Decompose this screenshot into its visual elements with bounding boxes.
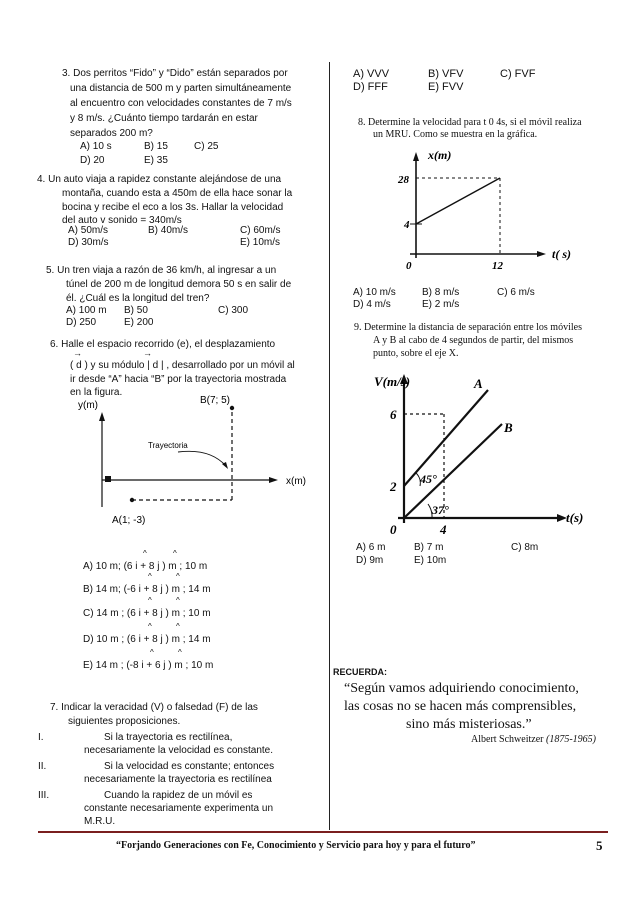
q9-option-c: C) 8m [511, 542, 539, 553]
hat-icon: ^ [178, 648, 182, 657]
recuerda-label: RECUERDA: [333, 667, 387, 677]
q4-line-1: 4. Un auto viaja a rapidez constante alejándose de una [37, 174, 282, 185]
q8-ylabel: x(m) [428, 150, 452, 162]
q8-option-d: D) 4 m/s [353, 299, 391, 310]
q3-line-3: al encuentro con velocidades constantes de 7 m/s [70, 98, 292, 109]
quote-line-2: las cosas no se hacen más comprensibles, [344, 699, 577, 714]
q7-item-3-line-3: M.R.U. [84, 816, 116, 827]
q7-option-e: E) FVV [428, 81, 464, 93]
q9-line-b [404, 424, 502, 518]
column-divider [329, 62, 330, 830]
q7-item-1-line-2: necesariamente la velocidad es constante. [84, 745, 274, 756]
q8-xlabel: t( s) [552, 247, 571, 261]
q6-line-3: ir desde “A” hacia “B” por la trayectoria mostrada [70, 374, 287, 385]
q4-option-c: C) 60m/s [240, 225, 281, 236]
q6-option-c: C) 14 m ; (6 i + 8 j ) m ; 10 m [83, 608, 211, 619]
q8-line-1: 8. Determine la velocidad para t 0 4s, si el móvil realiza [358, 117, 582, 128]
q5-line-2: túnel de 200 m de longitud demora 50 s en salir de [66, 279, 292, 290]
q6-origin-marker [105, 476, 111, 482]
q9-line-3: punto, sobre el eje X. [373, 348, 459, 359]
q5-option-d: D) 250 [66, 317, 97, 328]
q9-label-b: B [504, 420, 513, 435]
q6-y-axis-arrow [99, 412, 105, 421]
q8-position-time-graph [380, 150, 595, 275]
q6-point-b-label: B(7; 5) [200, 395, 231, 406]
q3-option-d: D) 20 [80, 155, 105, 166]
q3-line-4: y 8 m/s. ¿Cuánto tiempo tardarán en estar [70, 113, 258, 124]
q8-tick-12: 12 [492, 260, 503, 272]
hat-icon: ^ [148, 596, 152, 605]
q6-trajectory-diagram [60, 390, 330, 540]
footer-rule [38, 831, 608, 833]
q9-option-e: E) 10m [414, 555, 447, 566]
q7-item-3-num: III. [38, 790, 50, 801]
q9-velocity-time-graph [370, 368, 600, 538]
q3-option-c: C) 25 [194, 141, 219, 152]
hat-icon: ^ [176, 572, 180, 581]
q9-tick-2: 2 [390, 479, 397, 494]
q3-line-5: separados 200 m? [70, 128, 153, 139]
q8-tick-4-label: 4 [404, 219, 410, 231]
q4-option-e: E) 10m/s [240, 237, 281, 248]
q7-option-d: D) FFF [353, 81, 388, 93]
q7-item-1-num: I. [38, 732, 44, 743]
vector-arrow-d-1: → [73, 348, 82, 358]
q7-item-2-line-1: Si la velocidad es constante; entonces [104, 761, 275, 772]
q9-tick-origin: 0 [390, 522, 397, 537]
q6-option-b: B) 14 m; (-6 i + 8 j ) m ; 14 m [83, 584, 211, 595]
q7-item-3-line-2: constante necesariamente experimenta un [84, 803, 274, 814]
vector-arrow-d-2: → [143, 348, 152, 358]
q9-option-d: D) 9m [356, 555, 384, 566]
q5-line-3: él. ¿Cuál es la longitud del tren? [66, 293, 210, 304]
q7-line-2: siguientes proposiciones. [68, 716, 181, 727]
hat-icon: ^ [176, 622, 180, 631]
q5-option-a: A) 100 m [66, 305, 107, 316]
q5-option-e: E) 200 [124, 317, 154, 328]
q8-option-c: C) 6 m/s [497, 287, 535, 298]
q8-y-axis-arrow [413, 152, 419, 161]
quote-line-3: sino más misteriosas.” [406, 717, 532, 732]
hat-icon: ^ [176, 596, 180, 605]
q6-trayectoria-pointer [178, 451, 226, 466]
q5-option-c: C) 300 [218, 305, 249, 316]
q6-line-1: 6. Halle el espacio recorrido (e), el desplazamiento [50, 339, 276, 350]
q9-angle-37: 37° [432, 503, 449, 517]
hat-icon: ^ [150, 648, 154, 657]
q3-option-b: B) 15 [144, 141, 168, 152]
quote-author: Albert Schweitzer [471, 734, 544, 745]
q9-tick-6: 6 [390, 407, 397, 422]
q4-option-d: D) 30m/s [68, 237, 109, 248]
quote-line-1: “Según vamos adquiriendo conocimiento, [344, 681, 579, 696]
q8-line-2: un MRU. Como se muestra en la gráfica. [373, 129, 538, 140]
q6-option-a: A) 10 m; (6 i + 8 j ) m ; 10 m [83, 561, 208, 572]
q4-line-4: del auto v sonido = 340m/s [62, 215, 182, 226]
hat-icon: ^ [173, 549, 177, 558]
q9-label-a: A [474, 376, 483, 391]
q8-option-b: B) 8 m/s [422, 287, 460, 298]
q3-option-e: E) 35 [144, 155, 168, 166]
q6-x-axis-arrow [269, 477, 278, 483]
q6-point-b [230, 406, 234, 410]
q6-ylabel: y(m) [78, 400, 98, 411]
page-number: 5 [596, 838, 603, 853]
q7-item-2-num: II. [38, 761, 47, 772]
q8-tick-origin: 0 [406, 260, 412, 272]
q4-line-3: bocina y recibe el eco a los 3s. Hallar la velocidad [62, 202, 284, 213]
q9-tick-4: 4 [440, 522, 447, 537]
quote-years: (1875-1965) [545, 734, 596, 745]
q9-line-a [404, 390, 488, 486]
q6-point-a-label: A(1; -3) [112, 515, 146, 526]
hat-icon: ^ [143, 549, 147, 558]
q7-item-3-line-1: Cuando la rapidez de un móvil es [104, 790, 253, 801]
q6-option-e: E) 14 m ; (-8 i + 6 j ) m ; 10 m [83, 660, 214, 671]
q9-ylabel: V(m/s) [374, 374, 411, 389]
q9-xlabel: t(s) [566, 510, 584, 525]
q6-path-label: Trayectoria [148, 441, 188, 450]
q7-item-2-line-2: necesariamente la trayectoria es rectilínea [84, 774, 272, 785]
q3-line-2: una distancia de 500 m y parten simultáneamente [70, 83, 292, 94]
q9-line-1: 9. Determine la distancia de separación entre los móviles [354, 322, 582, 333]
q8-tick-28: 28 [398, 174, 409, 186]
q6-line-2: ( d ) y su módulo | d | , desarrollado por un móvil al [70, 360, 295, 371]
hat-icon: ^ [148, 622, 152, 631]
q8-position-line [416, 178, 500, 224]
q5-line-1: 5. Un tren viaja a razón de 36 km/h, al ingresar a un [46, 265, 277, 276]
q7-option-b: B) VFV [428, 68, 464, 80]
q7-option-a: A) VVV [353, 68, 390, 80]
q9-option-b: B) 7 m [414, 542, 444, 553]
q3-line-1-text: 3. Dos perritos “Fido” y “Dido” están separados por [62, 67, 327, 80]
q5-option-b: B) 50 [124, 305, 148, 316]
q6-option-d: D) 10 m ; (6 i + 8 j ) m ; 14 m [83, 634, 211, 645]
q9-angle-45: 45° [420, 472, 437, 486]
q8-option-a: A) 10 m/s [353, 287, 396, 298]
q8-x-axis-arrow [537, 251, 546, 257]
q6-line-4: en la figura. [70, 387, 123, 398]
quote-attribution [471, 734, 596, 746]
q6-point-a [130, 498, 134, 502]
q4-line-2: montaña, cuando esta a 450m de ella hace sonar la [62, 188, 293, 199]
q9-option-a: A) 6 m [356, 542, 386, 553]
q7-item-1-line-1: Si la trayectoria es rectilínea, [104, 732, 233, 743]
q7-option-c: C) FVF [500, 68, 536, 80]
q8-option-e: E) 2 m/s [422, 299, 460, 310]
q6-xlabel: x(m) [286, 476, 306, 487]
q7-line-1: 7. Indicar la veracidad (V) o falsedad (F) de las [50, 702, 258, 713]
footer-motto: “Forjando Generaciones con Fe, Conocimiento y Servicio para hoy y para el futuro” [116, 840, 476, 851]
hat-icon: ^ [148, 572, 152, 581]
q4-option-a: A) 50m/s [68, 225, 109, 236]
q3-option-a: A) 10 s [80, 141, 112, 152]
q9-line-2: A y B al cabo de 4 segundos de partir, del mismos [373, 335, 574, 346]
q4-option-b: B) 40m/s [148, 225, 189, 236]
